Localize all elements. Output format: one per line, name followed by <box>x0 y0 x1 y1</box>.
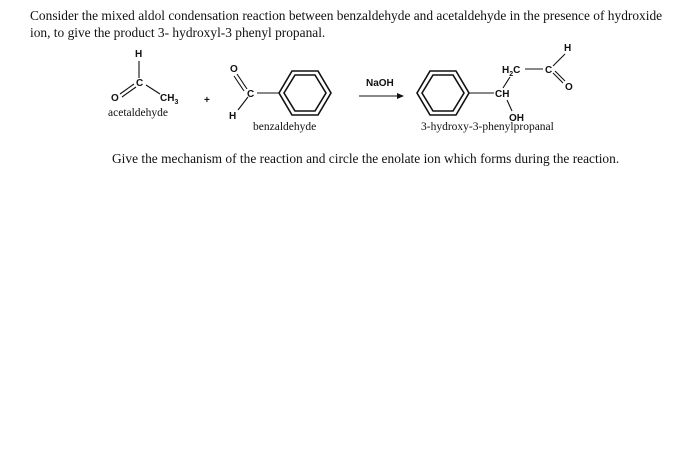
acetaldehyde-h-atom: H <box>135 49 143 60</box>
product-name: 3-hydroxy-3-phenylpropanal <box>421 121 554 133</box>
product-structure <box>417 43 573 133</box>
product-ch-group: CH <box>495 89 510 100</box>
acetaldehyde-structure <box>108 49 178 119</box>
product-hydroxyl: OH <box>509 113 524 124</box>
product-methylene: $H_2C$ <box>502 65 521 78</box>
product-h-atom: H <box>564 43 572 54</box>
reagent-label: NaOH <box>366 78 394 89</box>
benzaldehyde-name: benzaldehyde <box>253 121 317 133</box>
question-prompt: Consider the mixed aldol condensation reaction between benzaldehyde and acetaldehyde in the presence of hydroxide ion, to give the product 3- hydroxyl-3 phenyl propanal. <box>30 8 663 40</box>
acetaldehyde-oxygen: O <box>111 93 119 104</box>
product-phenyl-ring <box>417 71 469 115</box>
benzaldehyde-carbon: C <box>247 89 255 100</box>
benzaldehyde-oxygen: O <box>230 64 238 75</box>
acetaldehyde-name: acetaldehyde <box>108 107 169 119</box>
benzaldehyde-phenyl-ring <box>279 71 331 115</box>
product-oxygen: O <box>565 82 573 93</box>
reaction-arrow <box>359 78 404 99</box>
acetaldehyde-methyl: $CH_3$ <box>160 93 179 106</box>
acetaldehyde-carbon: C <box>136 78 144 89</box>
product-carbonyl-carbon: C <box>545 65 553 76</box>
question-instruction: Give the mechanism of the reaction and circle the enolate ion which forms during the reaction. <box>112 151 620 166</box>
plus-sign: + <box>204 95 210 106</box>
benzaldehyde-structure <box>229 64 331 133</box>
reaction-scheme <box>0 0 700 151</box>
benzaldehyde-h-atom: H <box>229 111 237 122</box>
